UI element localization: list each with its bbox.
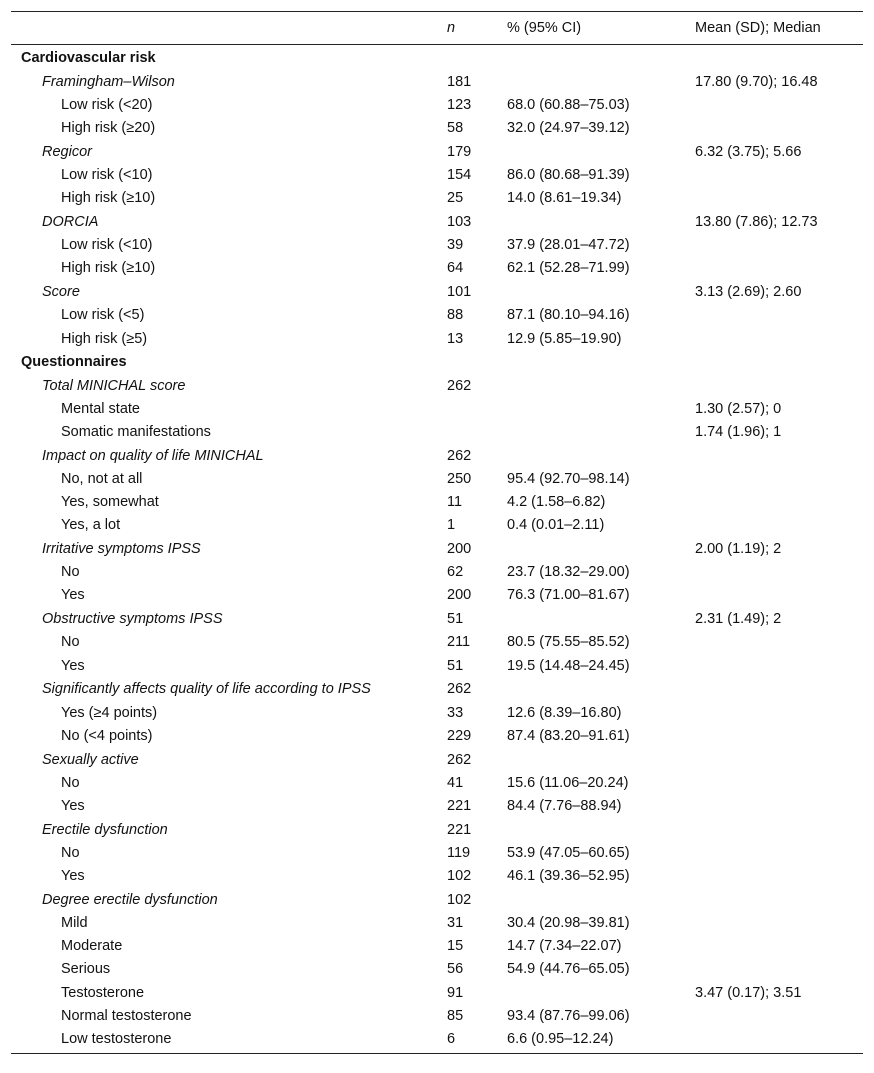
cell-pct: 37.9 (28.01–47.72)	[507, 237, 630, 254]
cell-label: Significantly affects quality of life according to IPSS	[42, 681, 371, 698]
cell-label: Normal testosterone	[61, 1007, 192, 1024]
table-row-item	[11, 328, 863, 351]
cell-label: Serious	[61, 961, 111, 978]
cell-n: 56	[447, 961, 464, 978]
cell-pct: 4.2 (1.58–6.82)	[507, 494, 606, 511]
cell-label: Mild	[61, 915, 88, 932]
cell-label: Cardiovascular risk	[21, 50, 156, 66]
cell-n: 200	[447, 541, 472, 558]
cell-label: High risk (≥5)	[61, 330, 148, 347]
cell-n: 211	[447, 634, 471, 651]
cell-pct: 14.7 (7.34–22.07)	[507, 938, 622, 955]
cell-mean: 13.80 (7.86); 12.73	[695, 214, 818, 231]
table-row-group	[11, 608, 863, 631]
cell-label: Yes	[61, 657, 85, 674]
table-row-group	[11, 538, 863, 561]
cell-label: Regicor	[42, 143, 92, 160]
cell-n: 221	[447, 797, 472, 814]
cell-label: High risk (≥10)	[61, 260, 156, 277]
table-row-group	[11, 678, 863, 701]
table-row-item	[11, 491, 863, 514]
cell-label: Framingham–Wilson	[42, 73, 175, 90]
cell-pct: 32.0 (24.97–39.12)	[507, 120, 630, 137]
table-row-item	[11, 584, 863, 607]
cell-label: Erectile dysfunction	[42, 821, 168, 838]
cell-label: Yes	[61, 587, 85, 604]
cell-pct: 46.1 (39.36–52.95)	[507, 868, 630, 885]
cell-mean: 3.13 (2.69); 2.60	[695, 284, 802, 301]
table-row-item	[11, 842, 863, 865]
table-row-item	[11, 234, 863, 257]
cell-n: 33	[447, 704, 464, 721]
cell-label: Testosterone	[61, 984, 145, 1001]
cell-label: No	[61, 844, 80, 861]
table-row-item	[11, 117, 863, 140]
cell-n: 91	[447, 984, 464, 1001]
table-row-item	[11, 702, 863, 725]
cell-n: 179	[447, 143, 472, 160]
table-row-section	[11, 351, 863, 374]
table-row-item	[11, 725, 863, 748]
cell-label: No	[61, 774, 80, 791]
table-row-group	[11, 211, 863, 234]
cell-label: Low testosterone	[61, 1031, 172, 1047]
cell-pct: 84.4 (7.76–88.94)	[507, 797, 622, 814]
table-row-group	[11, 281, 863, 304]
cell-pct: 86.0 (80.68–91.39)	[507, 167, 630, 184]
cell-label: Moderate	[61, 938, 123, 955]
cell-n: 58	[447, 120, 464, 137]
cell-mean: 3.47 (0.17); 3.51	[695, 984, 802, 1001]
cell-n: 88	[447, 307, 464, 324]
cell-n: 102	[447, 891, 472, 908]
cell-pct: 19.5 (14.48–24.45)	[507, 657, 630, 674]
cell-n: 62	[447, 564, 464, 581]
cell-n: 154	[447, 167, 472, 184]
cell-n: 262	[447, 377, 472, 394]
table-bottom-rule	[11, 1053, 863, 1054]
table-row-item	[11, 561, 863, 584]
cell-n: 103	[447, 214, 472, 231]
cell-pct: 6.6 (0.95–12.24)	[507, 1031, 614, 1047]
table-row-item	[11, 865, 863, 888]
table-row-group	[11, 71, 863, 94]
cell-label: Low risk (<20)	[61, 96, 153, 113]
table-row-item	[11, 935, 863, 958]
table-row-item	[11, 655, 863, 678]
cell-label: Questionnaires	[21, 353, 127, 370]
table-row-item	[11, 772, 863, 795]
cell-n: 101	[447, 284, 472, 301]
cell-label: Somatic manifestations	[61, 423, 211, 440]
cell-n: 262	[447, 447, 472, 464]
cell-label: Degree erectile dysfunction	[42, 891, 218, 908]
cell-n: 262	[447, 681, 472, 698]
table-row-group	[11, 375, 863, 398]
cell-mean: 2.31 (1.49); 2	[695, 611, 782, 628]
cell-pct: 23.7 (18.32–29.00)	[507, 564, 630, 581]
cell-pct: 76.3 (71.00–81.67)	[507, 587, 630, 604]
cell-label: High risk (≥10)	[61, 190, 156, 207]
header-mean: Mean (SD); Median	[695, 20, 821, 36]
cell-n: 51	[447, 657, 464, 674]
cell-label: Low risk (<10)	[61, 237, 153, 254]
table-row-item	[11, 421, 863, 444]
cell-n: 123	[447, 96, 472, 113]
cell-pct: 62.1 (52.28–71.99)	[507, 260, 630, 277]
table-row-item	[11, 1028, 863, 1051]
cell-n: 6	[447, 1031, 456, 1047]
cell-n: 181	[447, 73, 472, 90]
cell-pct: 53.9 (47.05–60.65)	[507, 844, 630, 861]
cell-label: Total MINICHAL score	[42, 377, 186, 394]
cell-label: Impact on quality of life MINICHAL	[42, 447, 264, 464]
cell-label: Yes	[61, 868, 85, 885]
cell-label: DORCIA	[42, 214, 99, 231]
cell-n: 13	[447, 330, 464, 347]
table-header	[11, 12, 863, 44]
cell-label: Low risk (<5)	[61, 307, 145, 324]
cell-n: 31	[447, 915, 464, 932]
table-row-item	[11, 304, 863, 327]
cell-pct: 93.4 (87.76–99.06)	[507, 1007, 630, 1024]
table-row-item	[11, 1005, 863, 1028]
cell-pct: 30.4 (20.98–39.81)	[507, 915, 630, 932]
cell-label: Score	[42, 284, 80, 301]
table-row-item	[11, 912, 863, 935]
cell-label: Irritative symptoms IPSS	[42, 541, 201, 558]
cell-label: No	[61, 564, 80, 581]
cell-n: 221	[447, 821, 472, 838]
table-row-item	[11, 257, 863, 280]
cell-n: 11	[447, 494, 463, 511]
cell-n: 85	[447, 1007, 464, 1024]
table-row-item	[11, 795, 863, 818]
table-row-item	[11, 398, 863, 421]
header-n: n	[447, 20, 456, 36]
cell-label: Mental state	[61, 400, 140, 417]
cell-pct: 68.0 (60.88–75.03)	[507, 96, 630, 113]
cell-pct: 80.5 (75.55–85.52)	[507, 634, 630, 651]
cell-label: High risk (≥20)	[61, 120, 156, 137]
cell-label: Yes, a lot	[61, 517, 121, 534]
table-row-item	[11, 187, 863, 210]
table-row-item	[11, 631, 863, 654]
cell-pct: 87.4 (83.20–91.61)	[507, 727, 630, 744]
cell-n: 200	[447, 587, 472, 604]
cell-label: Yes	[61, 797, 85, 814]
cell-n: 102	[447, 868, 472, 885]
table-row-group	[11, 819, 863, 842]
data-table	[11, 11, 863, 1054]
table-row-section	[11, 47, 863, 70]
cell-n: 15	[447, 938, 464, 955]
cell-n: 25	[447, 190, 464, 207]
cell-pct: 14.0 (8.61–19.34)	[507, 190, 622, 207]
table-row-item	[11, 164, 863, 187]
cell-pct: 12.6 (8.39–16.80)	[507, 704, 622, 721]
cell-n: 51	[447, 611, 464, 628]
table-row-item	[11, 514, 863, 537]
table-row-item	[11, 468, 863, 491]
cell-n: 39	[447, 237, 464, 254]
cell-label: Yes (≥4 points)	[61, 704, 158, 721]
cell-mean: 2.00 (1.19); 2	[695, 541, 782, 558]
cell-pct: 12.9 (5.85–19.90)	[507, 330, 622, 347]
cell-mean: 1.74 (1.96); 1	[695, 423, 782, 440]
table-row-group	[11, 749, 863, 772]
table-body	[11, 47, 863, 1051]
table-row-item	[11, 94, 863, 117]
cell-n: 250	[447, 470, 472, 487]
cell-n: 1	[447, 517, 456, 534]
cell-mean: 17.80 (9.70); 16.48	[695, 73, 818, 90]
cell-label: Low risk (<10)	[61, 167, 153, 184]
cell-n: 41	[447, 774, 464, 791]
cell-mean: 1.30 (2.57); 0	[695, 400, 782, 417]
cell-pct: 0.4 (0.01–2.11)	[507, 517, 605, 534]
cell-label: No	[61, 634, 80, 651]
table-row-group	[11, 141, 863, 164]
cell-label: Obstructive symptoms IPSS	[42, 611, 223, 628]
cell-pct: 95.4 (92.70–98.14)	[507, 470, 630, 487]
cell-mean: 6.32 (3.75); 5.66	[695, 143, 802, 160]
cell-n: 262	[447, 751, 472, 768]
cell-n: 119	[447, 844, 471, 861]
cell-label: Sexually active	[42, 751, 139, 768]
cell-n: 64	[447, 260, 464, 277]
cell-pct: 87.1 (80.10–94.16)	[507, 307, 630, 324]
cell-label: No, not at all	[61, 470, 143, 487]
table-row-item	[11, 958, 863, 981]
cell-pct: 54.9 (44.76–65.05)	[507, 961, 630, 978]
cell-label: Yes, somewhat	[61, 494, 159, 511]
table-row-item	[11, 982, 863, 1005]
table-row-group	[11, 889, 863, 912]
table-row-group	[11, 445, 863, 468]
cell-label: No (<4 points)	[61, 727, 153, 744]
header-pct: % (95% CI)	[507, 20, 582, 36]
cell-n: 229	[447, 727, 472, 744]
cell-pct: 15.6 (11.06–20.24)	[507, 774, 629, 791]
